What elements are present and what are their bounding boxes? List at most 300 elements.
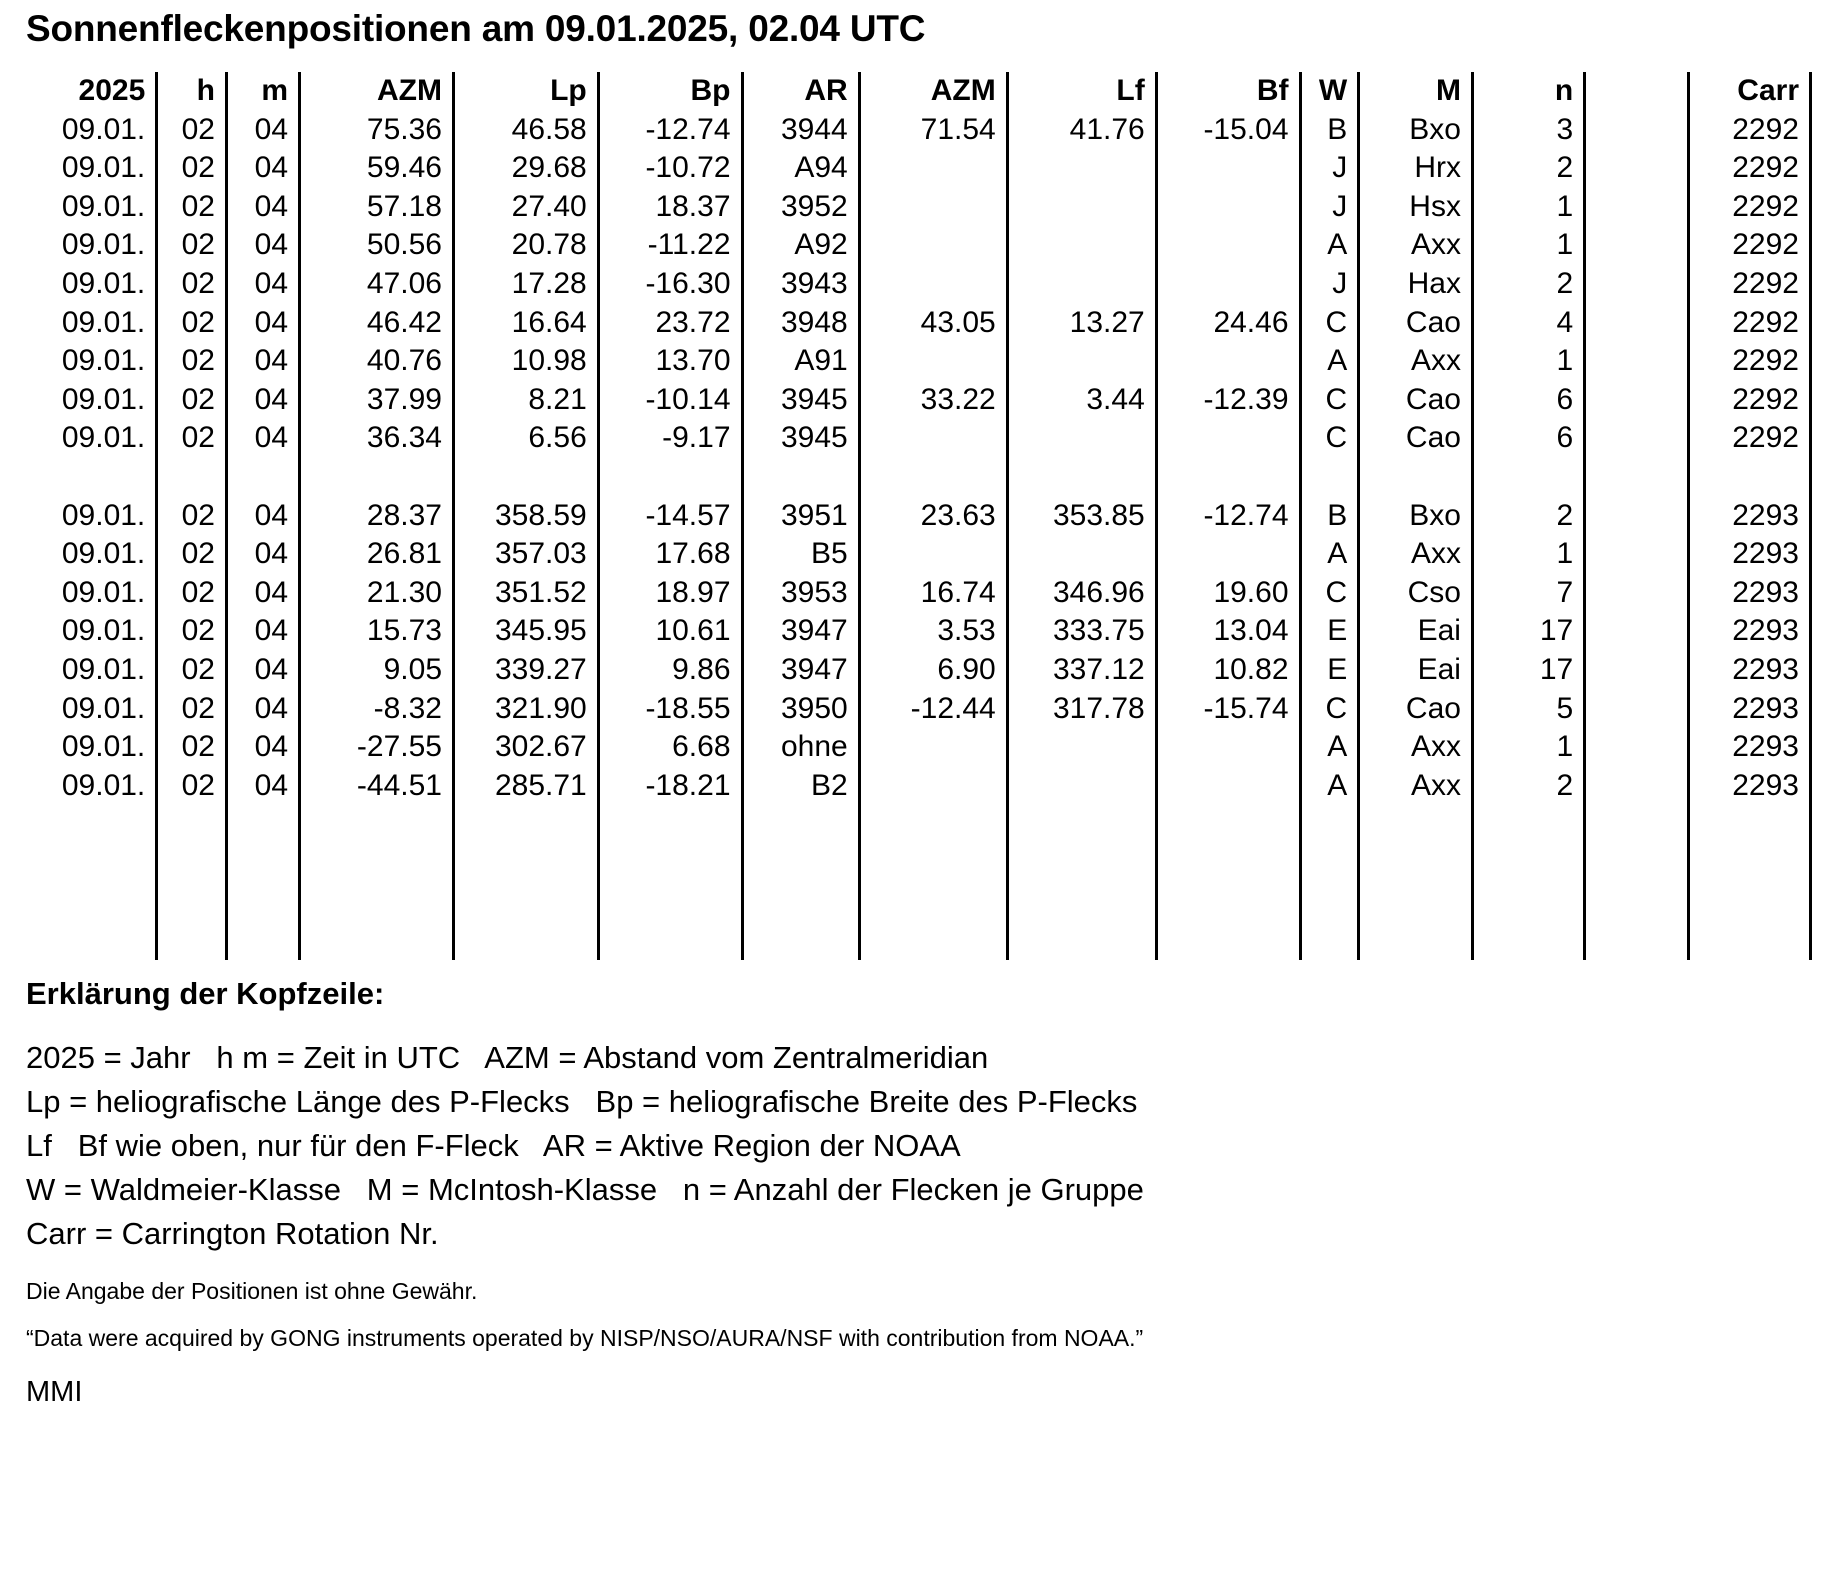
table-header-row xyxy=(22,72,1811,111)
table-cell: 2292 xyxy=(1688,419,1810,458)
table-cell-empty xyxy=(1156,805,1300,844)
table-cell: 09.01. xyxy=(61,691,146,725)
table-cell-empty xyxy=(598,844,742,883)
table-cell xyxy=(859,535,1007,574)
explanation-heading: Erklärung der Kopfzeile: xyxy=(26,975,385,1011)
table-row xyxy=(22,342,1811,381)
table-cell: 09.01. xyxy=(61,382,146,416)
table-cell: -44.51 xyxy=(300,767,454,806)
table-cell: 2292 xyxy=(1688,265,1810,304)
explanation-line: Lf Bf wie oben, nur für den F-Fleck AR = Aktive Region der NOAA xyxy=(26,1127,961,1163)
table-cell: A xyxy=(1300,728,1359,767)
table-cell: 37.99 xyxy=(300,381,454,420)
table-cell: 26.81 xyxy=(300,535,454,574)
table-cell: 2293 xyxy=(1688,767,1810,806)
table-cell: 04 xyxy=(226,574,299,613)
table-cell: 2 xyxy=(1472,149,1584,188)
table-cell xyxy=(1156,728,1300,767)
table-cell-empty xyxy=(454,882,599,921)
table-cell: 09.01. xyxy=(61,730,146,764)
table-cell-empty xyxy=(226,458,299,497)
table-cell: -16.30 xyxy=(598,265,742,304)
explanation-line: Carr = Carrington Rotation Nr. xyxy=(26,1215,439,1251)
table-cell: 02 xyxy=(157,535,227,574)
table-cell: 2 xyxy=(1472,497,1584,536)
table-cell: -12.39 xyxy=(1156,381,1300,420)
table-cell: 02 xyxy=(157,226,227,265)
table-cell: 02 xyxy=(157,612,227,651)
table-cell: Cao xyxy=(1359,381,1473,420)
table-cell: 2292 xyxy=(1688,304,1810,343)
table-cell-empty xyxy=(22,882,157,921)
table-cell-empty xyxy=(226,882,299,921)
table-cell: ohne xyxy=(742,728,859,767)
table-cell: 02 xyxy=(157,574,227,613)
column-header: W xyxy=(1300,72,1359,111)
table-cell: 75.36 xyxy=(300,111,454,150)
table-cell: 2292 xyxy=(1688,188,1810,227)
table-cell: 24.46 xyxy=(1156,304,1300,343)
table-cell: 09.01. xyxy=(61,421,146,455)
table-cell: 09.01. xyxy=(61,614,146,648)
table-body xyxy=(22,111,1811,960)
table-cell: 1 xyxy=(1472,188,1584,227)
table-cell: 2293 xyxy=(1688,612,1810,651)
table-cell-empty xyxy=(1300,805,1359,844)
table-row xyxy=(22,419,1811,458)
table-cell-empty xyxy=(1472,921,1584,960)
table-cell: -15.04 xyxy=(1156,111,1300,150)
table-cell-empty xyxy=(742,844,859,883)
data-source-credit: “Data were acquired by GONG instruments operated by NISP/NSO/AURA/NSF with contribution from NOAA.” xyxy=(26,1324,1144,1351)
table-cell: 317.78 xyxy=(1007,690,1156,729)
table-cell xyxy=(1007,535,1156,574)
table-cell-empty xyxy=(742,458,859,497)
table-cell-empty xyxy=(1156,882,1300,921)
table-cell-empty xyxy=(1300,921,1359,960)
table-cell: 02 xyxy=(157,265,227,304)
table-cell: 04 xyxy=(226,690,299,729)
table-cell-empty xyxy=(859,844,1007,883)
table-cell: 09.01. xyxy=(61,189,146,223)
table-cell: 2293 xyxy=(1688,690,1810,729)
table-cell xyxy=(1585,226,1688,265)
table-cell: 321.90 xyxy=(454,690,599,729)
table-cell: 04 xyxy=(226,342,299,381)
table-cell xyxy=(1585,690,1688,729)
table-cell xyxy=(1585,419,1688,458)
table-cell: B2 xyxy=(742,767,859,806)
table-cell: 57.18 xyxy=(300,188,454,227)
table-cell-empty xyxy=(1688,882,1810,921)
column-header: AZM xyxy=(300,72,454,111)
table-cell-empty xyxy=(1688,921,1810,960)
table-cell: -12.74 xyxy=(1156,497,1300,536)
table-cell: 1 xyxy=(1472,226,1584,265)
table-cell-empty xyxy=(300,458,454,497)
table-cell xyxy=(859,188,1007,227)
table-cell: Eai xyxy=(1359,651,1473,690)
table-cell: 02 xyxy=(157,728,227,767)
column-header: AZM xyxy=(859,72,1007,111)
table-cell xyxy=(1007,265,1156,304)
table-cell: 16.64 xyxy=(454,304,599,343)
table-cell: E xyxy=(1300,651,1359,690)
table-cell: 2292 xyxy=(1688,381,1810,420)
table-cell xyxy=(1007,226,1156,265)
table-cell: B xyxy=(1300,111,1359,150)
table-cell: -14.57 xyxy=(598,497,742,536)
table-cell xyxy=(1156,535,1300,574)
table-cell: C xyxy=(1300,304,1359,343)
explanation-line: Lp = heliografische Länge des P-Flecks Bp = heliografische Breite des P-Flecks xyxy=(26,1083,1138,1119)
table-cell-empty xyxy=(22,844,157,883)
table-cell xyxy=(1585,651,1688,690)
sunspot-positions-table xyxy=(22,72,1812,960)
table-cell: A xyxy=(1300,767,1359,806)
column-header: AR xyxy=(742,72,859,111)
table-cell xyxy=(1156,265,1300,304)
table-row xyxy=(22,304,1811,343)
table-cell xyxy=(859,419,1007,458)
table-cell: 04 xyxy=(226,651,299,690)
table-cell: 04 xyxy=(226,188,299,227)
table-row xyxy=(22,767,1811,806)
table-cell: Cao xyxy=(1359,419,1473,458)
table-cell: 3947 xyxy=(742,612,859,651)
table-cell: 6.90 xyxy=(859,651,1007,690)
table-cell: 04 xyxy=(226,381,299,420)
table-cell: 17 xyxy=(1472,612,1584,651)
table-cell: 17 xyxy=(1472,651,1584,690)
table-cell: 333.75 xyxy=(1007,612,1156,651)
table-cell-empty xyxy=(598,882,742,921)
table-cell-empty xyxy=(454,805,599,844)
table-cell: -8.32 xyxy=(300,690,454,729)
table-cell-empty xyxy=(226,805,299,844)
table-cell: 3.53 xyxy=(859,612,1007,651)
table-cell xyxy=(859,265,1007,304)
table-cell: 27.40 xyxy=(454,188,599,227)
table-cell: A92 xyxy=(742,226,859,265)
table-row xyxy=(22,226,1811,265)
table-cell-empty xyxy=(1300,844,1359,883)
table-cell xyxy=(859,149,1007,188)
table-cell: -15.74 xyxy=(1156,690,1300,729)
table-cell: 2293 xyxy=(1688,535,1810,574)
table-cell: 358.59 xyxy=(454,497,599,536)
table-cell: 302.67 xyxy=(454,728,599,767)
table-cell: 29.68 xyxy=(454,149,599,188)
table-cell: 28.37 xyxy=(300,497,454,536)
page-title: Sonnenfleckenpositionen am 09.01.2025, 02.04 UTC xyxy=(26,8,926,49)
table-cell-empty xyxy=(22,458,157,497)
table-cell: 23.72 xyxy=(598,304,742,343)
table-cell: 9.86 xyxy=(598,651,742,690)
table-cell: 351.52 xyxy=(454,574,599,613)
table-row xyxy=(22,728,1811,767)
table-cell: -10.72 xyxy=(598,149,742,188)
table-cell: J xyxy=(1300,149,1359,188)
table-cell: 09.01. xyxy=(61,112,146,146)
table-cell: 6.56 xyxy=(454,419,599,458)
table-cell xyxy=(1585,574,1688,613)
table-cell: 18.97 xyxy=(598,574,742,613)
table-cell: A xyxy=(1300,535,1359,574)
table-cell xyxy=(1585,304,1688,343)
table-cell-empty xyxy=(1359,844,1473,883)
sunspot-table-container xyxy=(22,72,1812,960)
table-cell: 353.85 xyxy=(1007,497,1156,536)
table-cell-empty xyxy=(1300,458,1359,497)
table-cell-empty xyxy=(1359,458,1473,497)
table-cell xyxy=(1156,419,1300,458)
table-cell: A xyxy=(1300,226,1359,265)
table-cell: Bxo xyxy=(1359,497,1473,536)
table-cell-empty xyxy=(454,844,599,883)
table-cell: Axx xyxy=(1359,535,1473,574)
table-cell: 19.60 xyxy=(1156,574,1300,613)
column-header: 2025 xyxy=(78,74,146,107)
table-cell: 41.76 xyxy=(1007,111,1156,150)
table-cell: B5 xyxy=(742,535,859,574)
table-cell xyxy=(1156,767,1300,806)
table-cell: 13.70 xyxy=(598,342,742,381)
table-cell: -27.55 xyxy=(300,728,454,767)
table-cell: 3947 xyxy=(742,651,859,690)
table-cell-empty xyxy=(157,805,227,844)
table-cell: 36.34 xyxy=(300,419,454,458)
table-cell: 09.01. xyxy=(61,575,146,609)
table-cell: 15.73 xyxy=(300,612,454,651)
table-cell: 09.01. xyxy=(61,652,146,686)
table-cell: 02 xyxy=(157,651,227,690)
table-cell: 02 xyxy=(157,690,227,729)
table-row xyxy=(22,612,1811,651)
table-cell: 357.03 xyxy=(454,535,599,574)
table-cell xyxy=(1585,612,1688,651)
table-cell: 04 xyxy=(226,265,299,304)
table-cell: 3945 xyxy=(742,419,859,458)
table-cell: 2293 xyxy=(1688,574,1810,613)
table-cell-empty xyxy=(859,458,1007,497)
table-cell: 02 xyxy=(157,419,227,458)
table-cell: Cao xyxy=(1359,690,1473,729)
table-cell: 3945 xyxy=(742,381,859,420)
table-cell: A xyxy=(1300,342,1359,381)
table-cell xyxy=(1007,767,1156,806)
column-header: Bp xyxy=(598,72,742,111)
table-cell: 5 xyxy=(1472,690,1584,729)
table-row xyxy=(22,188,1811,227)
table-cell xyxy=(1156,149,1300,188)
table-cell-empty xyxy=(300,805,454,844)
table-cell: 3948 xyxy=(742,304,859,343)
table-cell-empty xyxy=(742,921,859,960)
table-cell: 16.74 xyxy=(859,574,1007,613)
table-row-empty xyxy=(22,882,1811,921)
column-header: n xyxy=(1472,72,1584,111)
table-cell-empty xyxy=(1688,844,1810,883)
table-cell: 04 xyxy=(226,767,299,806)
table-cell xyxy=(1007,728,1156,767)
table-cell: 6 xyxy=(1472,381,1584,420)
table-cell: 339.27 xyxy=(454,651,599,690)
table-cell: 6.68 xyxy=(598,728,742,767)
table-cell: 1 xyxy=(1472,728,1584,767)
table-cell-empty xyxy=(226,921,299,960)
table-cell: 02 xyxy=(157,111,227,150)
table-row-empty xyxy=(22,805,1811,844)
table-cell: 71.54 xyxy=(859,111,1007,150)
table-cell-empty xyxy=(1007,921,1156,960)
table-cell xyxy=(1585,497,1688,536)
table-cell: C xyxy=(1300,419,1359,458)
table-cell: 09.01. xyxy=(61,151,146,185)
table-cell-empty xyxy=(1359,882,1473,921)
table-cell: 10.98 xyxy=(454,342,599,381)
table-cell: 1 xyxy=(1472,535,1584,574)
table-cell-empty xyxy=(742,805,859,844)
table-cell: 10.61 xyxy=(598,612,742,651)
table-cell: Hax xyxy=(1359,265,1473,304)
table-cell-empty xyxy=(859,882,1007,921)
table-cell-empty xyxy=(1585,921,1688,960)
table-row xyxy=(22,535,1811,574)
table-cell: -9.17 xyxy=(598,419,742,458)
table-row xyxy=(22,690,1811,729)
table-cell-empty xyxy=(1156,844,1300,883)
table-cell xyxy=(1585,149,1688,188)
table-cell xyxy=(859,728,1007,767)
explanation-line: W = Waldmeier-Klasse M = McIntosh-Klasse n = Anzahl der Flecken je Gruppe xyxy=(26,1171,1144,1207)
table-cell: 09.01. xyxy=(61,266,146,300)
table-cell: J xyxy=(1300,265,1359,304)
table-cell: 3943 xyxy=(742,265,859,304)
table-cell: 1 xyxy=(1472,342,1584,381)
table-cell: 2292 xyxy=(1688,226,1810,265)
table-cell-empty xyxy=(1688,458,1810,497)
table-cell: 345.95 xyxy=(454,612,599,651)
table-row-empty xyxy=(22,844,1811,883)
table-row xyxy=(22,651,1811,690)
table-cell: 04 xyxy=(226,728,299,767)
table-cell: Axx xyxy=(1359,728,1473,767)
table-cell: 18.37 xyxy=(598,188,742,227)
column-header: m xyxy=(226,72,299,111)
table-cell-empty xyxy=(1007,458,1156,497)
table-cell-empty xyxy=(300,921,454,960)
table-cell xyxy=(1156,342,1300,381)
table-cell: 33.22 xyxy=(859,381,1007,420)
table-cell xyxy=(1585,265,1688,304)
table-cell-empty xyxy=(1359,921,1473,960)
table-cell-empty xyxy=(1472,458,1584,497)
table-cell-empty xyxy=(1007,882,1156,921)
table-cell: 2 xyxy=(1472,767,1584,806)
table-cell: 04 xyxy=(226,535,299,574)
table-cell-empty xyxy=(300,882,454,921)
table-row xyxy=(22,149,1811,188)
table-cell-empty xyxy=(1156,921,1300,960)
table-cell: 50.56 xyxy=(300,226,454,265)
table-cell xyxy=(859,226,1007,265)
table-cell: 346.96 xyxy=(1007,574,1156,613)
table-cell-empty xyxy=(1472,805,1584,844)
table-cell: Cao xyxy=(1359,304,1473,343)
table-cell-empty xyxy=(598,805,742,844)
table-cell: 2293 xyxy=(1688,497,1810,536)
table-cell: 3950 xyxy=(742,690,859,729)
table-cell: Axx xyxy=(1359,226,1473,265)
table-cell-empty xyxy=(1300,882,1359,921)
table-header xyxy=(22,72,1811,111)
table-cell: -12.74 xyxy=(598,111,742,150)
table-cell xyxy=(1156,188,1300,227)
table-cell: 09.01. xyxy=(61,498,146,532)
table-cell: 09.01. xyxy=(61,228,146,262)
table-cell-empty xyxy=(454,458,599,497)
table-cell: 7 xyxy=(1472,574,1584,613)
table-cell: 3944 xyxy=(742,111,859,150)
table-cell: Bxo xyxy=(1359,111,1473,150)
table-cell: 13.27 xyxy=(1007,304,1156,343)
table-cell: Eai xyxy=(1359,612,1473,651)
table-cell: J xyxy=(1300,188,1359,227)
table-cell: 8.21 xyxy=(454,381,599,420)
table-cell: 02 xyxy=(157,342,227,381)
table-cell: 04 xyxy=(226,419,299,458)
table-cell: 02 xyxy=(157,381,227,420)
table-cell xyxy=(1007,342,1156,381)
column-header: Bf xyxy=(1156,72,1300,111)
table-cell xyxy=(859,342,1007,381)
explanation-block xyxy=(26,1036,1832,1256)
table-row xyxy=(22,497,1811,536)
table-cell: 43.05 xyxy=(859,304,1007,343)
table-cell: Axx xyxy=(1359,767,1473,806)
table-cell: 337.12 xyxy=(1007,651,1156,690)
table-cell-empty xyxy=(1585,805,1688,844)
table-cell-empty xyxy=(1585,458,1688,497)
table-cell xyxy=(1007,188,1156,227)
table-row xyxy=(22,574,1811,613)
author-signature: MMI xyxy=(26,1375,83,1408)
table-cell-empty xyxy=(226,844,299,883)
table-cell: 04 xyxy=(226,612,299,651)
table-cell: 21.30 xyxy=(300,574,454,613)
table-cell-empty xyxy=(1585,882,1688,921)
table-cell xyxy=(1007,149,1156,188)
table-cell xyxy=(1007,419,1156,458)
table-cell-empty xyxy=(22,921,157,960)
table-cell: 23.63 xyxy=(859,497,1007,536)
table-cell: -12.44 xyxy=(859,690,1007,729)
table-cell: 9.05 xyxy=(300,651,454,690)
table-cell: 46.58 xyxy=(454,111,599,150)
table-cell-empty xyxy=(157,458,227,497)
table-cell: -18.55 xyxy=(598,690,742,729)
table-cell: 3951 xyxy=(742,497,859,536)
table-cell-empty xyxy=(1472,882,1584,921)
column-header: M xyxy=(1359,72,1473,111)
table-cell: C xyxy=(1300,381,1359,420)
table-cell: 04 xyxy=(226,111,299,150)
table-cell-empty xyxy=(454,921,599,960)
table-cell-empty xyxy=(157,882,227,921)
table-cell: 04 xyxy=(226,149,299,188)
table-cell-empty xyxy=(859,921,1007,960)
